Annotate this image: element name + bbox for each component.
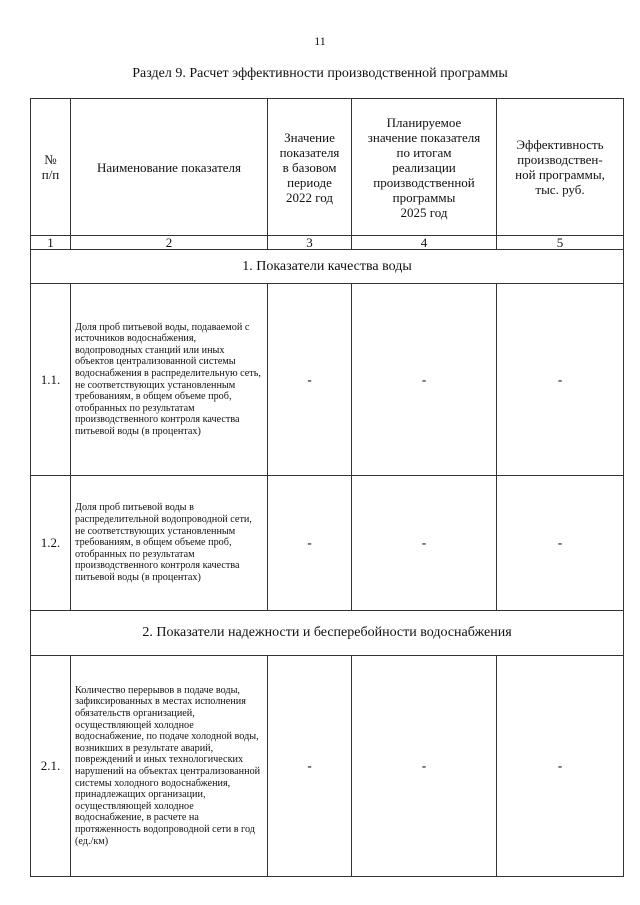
header-efficiency: Эффективность производствен- ной программы, тыс. руб. xyxy=(497,99,624,236)
header-number: № п/п xyxy=(31,99,71,236)
row-description: Доля проб питьевой воды в распределительной водопроводной сети, не соответствующих установленным требованиям, в общем объеме проб, отобранных по результатам производственного контроля качества питьевой воды (в процентах) xyxy=(71,476,268,611)
column-number-row xyxy=(31,236,624,250)
column-number: 5 xyxy=(497,236,624,250)
efficiency-table xyxy=(30,98,624,877)
section-header-row xyxy=(31,611,624,656)
row-description: Количество перерывов в подаче воды, зафиксированных в местах исполнения обязательств организацией, осуществляющей холодное водоснабжение, по подаче холодной воды, возникших в результате аварий, повреждений и иных технологических нарушений на объектах централизованной системы холодного водоснабжения, принадлежащих организации, осуществляющей холодное водоснабжение, в расчете на протяженность водопроводной сети в год (ед./км) xyxy=(71,656,268,877)
row-efficiency-value: - xyxy=(497,284,624,476)
row-efficiency-value: - xyxy=(497,476,624,611)
row-planned-value: - xyxy=(352,476,497,611)
row-base-value: - xyxy=(268,284,352,476)
table-header-row xyxy=(31,99,624,236)
row-number: 2.1. xyxy=(31,656,71,877)
section-title-water-quality: 1. Показатели качества воды xyxy=(31,250,624,284)
column-number: 3 xyxy=(268,236,352,250)
page-number: 11 xyxy=(314,34,326,48)
section-title-reliability: 2. Показатели надежности и бесперебойности водоснабжения xyxy=(31,611,624,656)
section-header-row xyxy=(31,250,624,284)
column-number: 2 xyxy=(71,236,268,250)
row-planned-value: - xyxy=(352,656,497,877)
row-number: 1.1. xyxy=(31,284,71,476)
table-row xyxy=(31,476,624,611)
header-base-value: Значение показателя в базовом периоде 2022 год xyxy=(268,99,352,236)
column-number: 4 xyxy=(352,236,497,250)
column-number: 1 xyxy=(31,236,71,250)
section-title: Раздел 9. Расчет эффективности производственной программы xyxy=(132,66,508,81)
row-efficiency-value: - xyxy=(497,656,624,877)
table-row xyxy=(31,284,624,476)
row-base-value: - xyxy=(268,476,352,611)
header-planned-value: Планируемое значение показателя по итогам реализации производственной программы 2025 год xyxy=(352,99,497,236)
row-base-value: - xyxy=(268,656,352,877)
header-indicator-name: Наименование показателя xyxy=(71,99,268,236)
row-number: 1.2. xyxy=(31,476,71,611)
row-planned-value: - xyxy=(352,284,497,476)
row-description: Доля проб питьевой воды, подаваемой с источников водоснабжения, водопроводных станций или иных объектов централизованной системы водоснабжения в распределительную сеть, не соответствующих установленным требованиям, в общем объеме проб, отобранных по результатам производственного контроля качества питьевой воды (в процентах) xyxy=(71,284,268,476)
table-row xyxy=(31,656,624,877)
